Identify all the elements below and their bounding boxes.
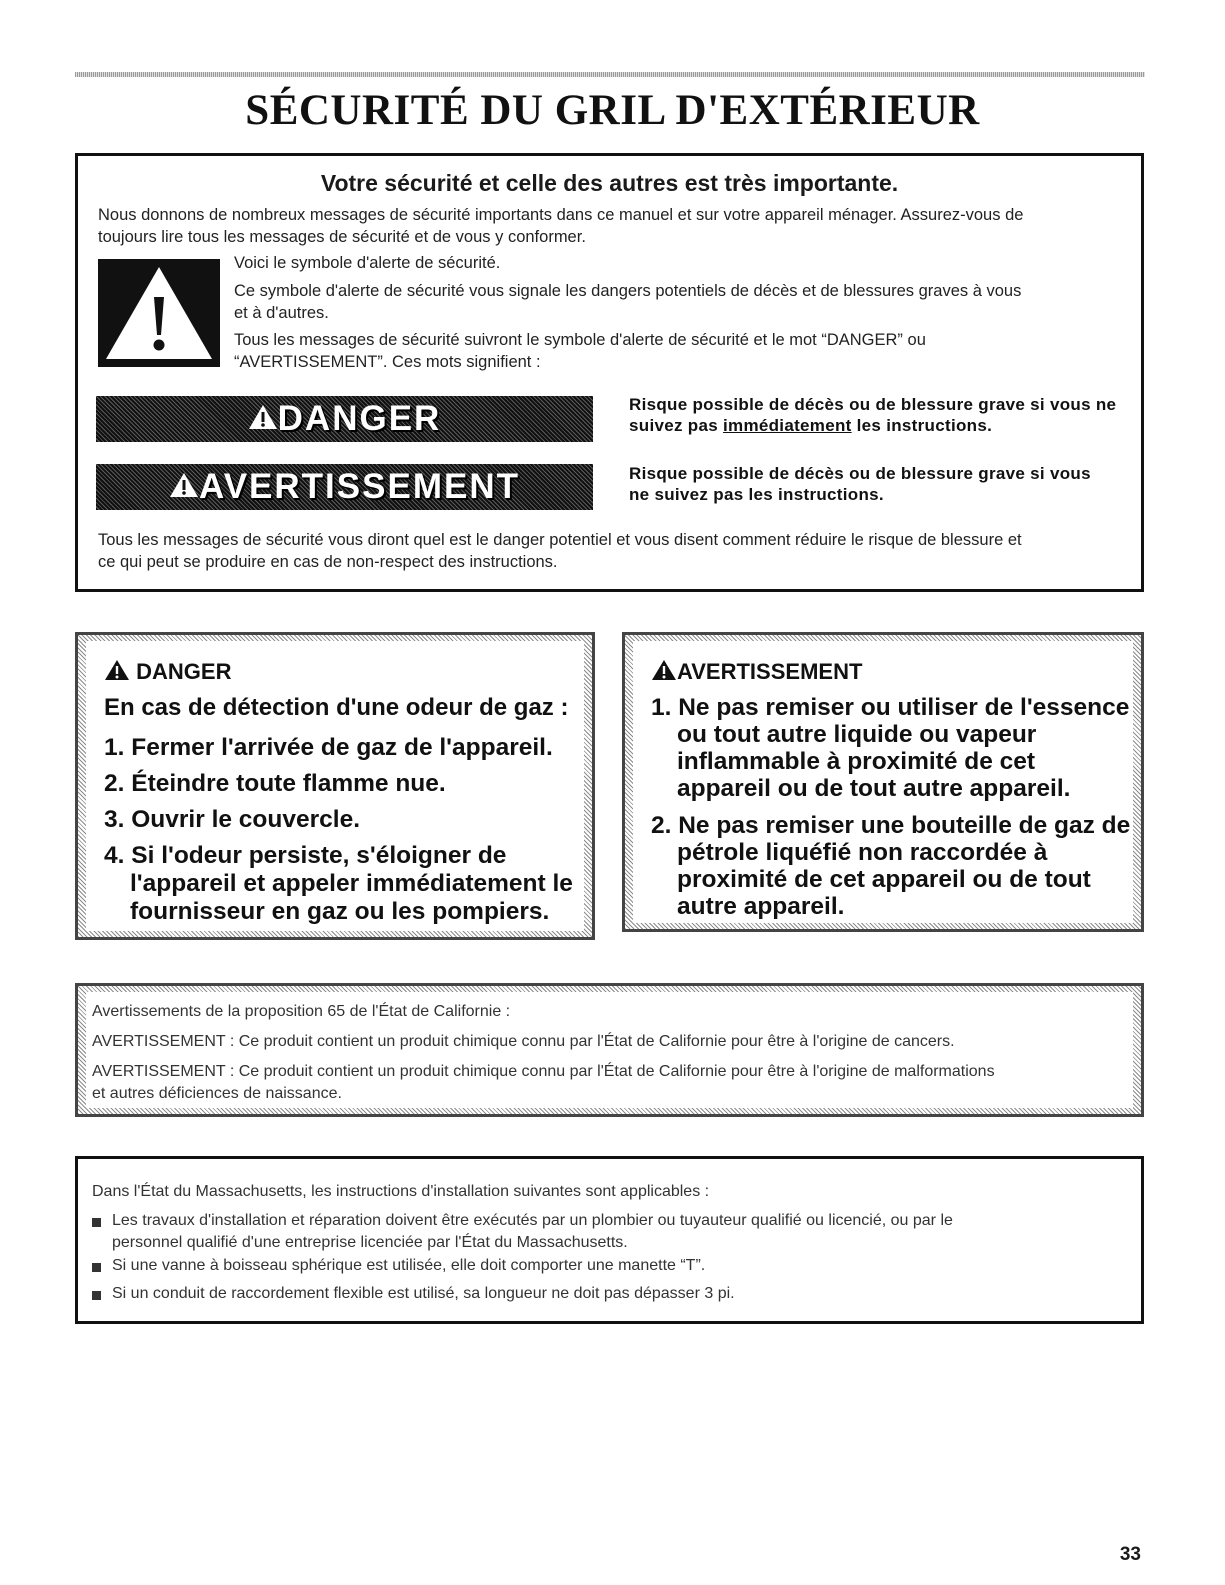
warning-fuel-box <box>622 632 1144 932</box>
warning-triangle-icon <box>651 659 677 687</box>
warning-triangle-icon <box>104 659 130 687</box>
closing-line-1: Tous les messages de sécurité vous diront quel est le danger potentiel et vous disent comment réduire le risque de blessure et <box>98 531 1022 549</box>
massachusetts-intro: Dans l'État du Massachusetts, les instructions d'installation suivantes sont applicables : <box>92 1183 710 1200</box>
safety-info-box <box>75 153 1144 592</box>
warning-item-1-cont-3: appareil ou de tout autre appareil. <box>677 775 1071 802</box>
massachusetts-bullet-3: Si un conduit de raccordement flexible est utilisé, sa longueur ne doit pas dépasser 3 pi. <box>112 1285 735 1302</box>
warning-item-2-cont-1: pétrole liquéfié non raccordée à <box>677 839 1048 866</box>
safety-alert-symbol <box>98 259 220 367</box>
danger-item-2: 2. Éteindre toute flamme nue. <box>104 770 446 797</box>
symbol-desc-1: Ce symbole d'alerte de sécurité vous signale les dangers potentiels de décès et de blessures graves à vous <box>234 282 1022 300</box>
closing-line-2: ce qui peut se produire en cas de non-respect des instructions. <box>98 553 558 571</box>
prop65-heading: Avertissements de la proposition 65 de l'État de Californie : <box>92 1003 511 1020</box>
massachusetts-bullet-1: Les travaux d'installation et réparation doivent être exécutés par un plombier ou tuyauteur qualifié ou licencié, ou par le <box>112 1212 953 1229</box>
danger-box-title: DANGER <box>104 659 231 687</box>
symbol-desc-2: et à d'autres. <box>234 304 329 322</box>
top-rule <box>75 72 1145 77</box>
safety-heading: Votre sécurité et celle des autres est très importante. <box>320 170 899 196</box>
prop65-line-2: AVERTISSEMENT : Ce produit contient un produit chimique connu par l'État de Californie pour être à l'origine de malformations <box>92 1063 995 1080</box>
warning-item-2-cont-2: proximité de cet appareil ou de tout <box>677 866 1091 893</box>
warning-triangle-icon <box>169 464 199 510</box>
warning-desc-2: ne suivez pas les instructions. <box>629 485 884 504</box>
danger-desc-1: Risque possible de décès ou de blessure grave si vous ne <box>629 395 1117 414</box>
intro-line-2: toujours lire tous les messages de sécurité et de vous y conformer. <box>98 228 586 246</box>
page-number: 33 <box>1119 1544 1141 1565</box>
warning-item-1: 1. Ne pas remiser ou utiliser de l'essence <box>651 694 1130 721</box>
warning-item-2: 2. Ne pas remiser une bouteille de gaz de <box>651 812 1131 839</box>
danger-item-4-cont-1: l'appareil et appeler immédiatement le <box>130 870 573 897</box>
massachusetts-bullet-1-cont: personnel qualifié d'une entreprise licenciée par l'État du Massachusetts. <box>112 1234 628 1251</box>
bullet-icon <box>92 1291 101 1300</box>
danger-item-4-cont-2: fournisseur en gaz ou les pompiers. <box>130 898 550 925</box>
follow-line-2: “AVERTISSEMENT”. Ces mots signifient : <box>234 353 541 371</box>
prop65-line-1: AVERTISSEMENT : Ce produit contient un produit chimique connu par l'État de Californie pour être à l'origine de cancers. <box>92 1033 955 1050</box>
warning-banner-label: AVERTISSEMENT <box>199 467 520 506</box>
warning-item-1-cont-1: ou tout autre liquide ou vapeur <box>677 721 1037 748</box>
warning-banner <box>96 464 593 510</box>
warning-item-1-cont-2: inflammable à proximité de cet <box>677 748 1036 775</box>
danger-item-4: 4. Si l'odeur persiste, s'éloigner de <box>104 842 507 869</box>
danger-gas-box <box>75 632 595 940</box>
follow-line-1: Tous les messages de sécurité suivront le symbole d'alerte de sécurité et le mot “DANGER” ou <box>234 331 926 349</box>
danger-banner <box>96 396 593 442</box>
danger-box-subtitle: En cas de détection d'une odeur de gaz : <box>104 694 569 721</box>
massachusetts-bullet-2: Si une vanne à boisseau sphérique est utilisée, elle doit comporter une manette “T”. <box>112 1257 706 1274</box>
danger-item-1: 1. Fermer l'arrivée de gaz de l'appareil. <box>104 734 553 761</box>
prop65-line-2-cont: et autres déficiences de naissance. <box>92 1085 342 1102</box>
symbol-line: Voici le symbole d'alerte de sécurité. <box>234 254 501 272</box>
danger-banner-label: DANGER <box>277 399 442 438</box>
warning-item-2-cont-3: autre appareil. <box>677 893 845 920</box>
warning-desc-1: Risque possible de décès ou de blessure grave si vous <box>629 464 1091 483</box>
warning-box-title: AVERTISSEMENT <box>651 659 862 687</box>
danger-item-3: 3. Ouvrir le couvercle. <box>104 806 361 833</box>
page-title: SÉCURITÉ DU GRIL D'EXTÉRIEUR <box>245 87 980 134</box>
intro-line-1: Nous donnons de nombreux messages de sécurité importants dans ce manuel et sur votre appareil ménager. Assurez-vous de <box>98 206 1024 224</box>
california-prop65-box <box>75 983 1144 1117</box>
bullet-icon <box>92 1263 101 1272</box>
bullet-icon <box>92 1218 101 1227</box>
warning-triangle-icon <box>248 396 278 442</box>
massachusetts-box <box>75 1156 1144 1324</box>
danger-desc-2: suivez pas immédiatement les instructions. <box>629 416 993 435</box>
warning-triangle-icon <box>98 259 220 367</box>
